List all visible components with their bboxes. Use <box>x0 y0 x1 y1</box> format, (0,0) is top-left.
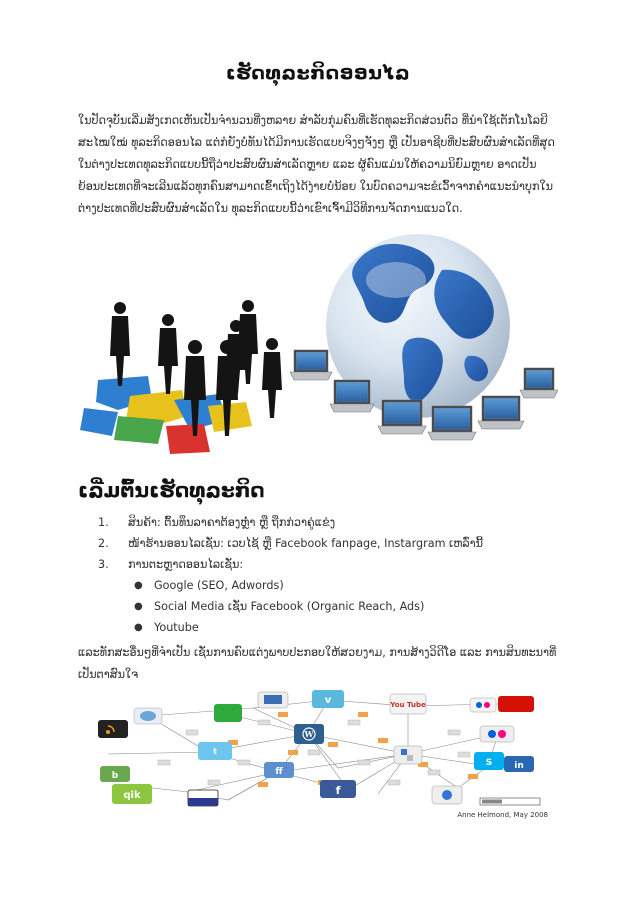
vimeo-node <box>312 690 344 708</box>
digg-icon <box>480 726 514 742</box>
chat-icon <box>214 704 242 722</box>
closing-paragraph: ແລະທັກສະອື່ນໆທີ່ຈຳເປັນ ເຊັ່ນການຄົບແຕ່ງພາບປະກອບໃຫ້ສວຍງາມ, ການສ້າງວິດີໂອ ແລະ ການສິນທະນາທີ່ເປັນຕາສົນໃຈ <box>78 646 557 681</box>
svg-text:S: S <box>485 758 493 768</box>
page-title: ເຮັດທຸລະກິດອອນໄລ <box>225 62 411 84</box>
qik-label: qik <box>123 790 141 801</box>
sublist-text: Google (SEO, Adwords) <box>154 579 284 592</box>
qik-node <box>112 784 152 804</box>
credit-badge <box>457 798 548 819</box>
friendfeed-node <box>264 762 294 778</box>
svg-text:ff: ff <box>275 767 283 777</box>
credit-text: Anne Helmond, May 2008 <box>457 811 548 819</box>
youtube-node <box>389 694 426 714</box>
list-number: 3. <box>98 558 109 571</box>
business-globe-illustration <box>78 230 558 468</box>
twitter-icon <box>198 742 232 760</box>
social-network-diagram <box>78 690 548 820</box>
facebook-icon <box>320 780 356 798</box>
list-text: ການຕະຫຼາດອອນໄລເຊັ່ນ: <box>128 558 244 571</box>
network-links <box>108 700 498 800</box>
sublist-text: Social Media ເຊັ່ນ Facebook (Organic Reach, Ads) <box>154 600 425 613</box>
skype-node <box>474 752 504 770</box>
list-text: ໜ້າຮ້ານອອນໄລເຊັ່ນ: ເວບໄຊ້ ຫຼື Facebook fanpage, Instargram ເຫລົ່ານີ້ <box>128 537 484 550</box>
delicious-icon <box>394 746 422 764</box>
sublist-item <box>78 596 558 617</box>
lastfm-node <box>498 696 534 712</box>
list-text: ສິນຄ້າ: ຕົ້ນທຶນລາຄາຕ້ອງຫຼ່ຳ ຫຼື ຖືກກ່ວາຄູ່ແຂ່ງ <box>128 516 336 529</box>
blog-node <box>258 692 288 708</box>
linkedin-label: in <box>514 761 524 771</box>
cloud-icon <box>134 708 162 724</box>
svg-text:b: b <box>111 771 119 781</box>
brightkite-node <box>100 766 130 782</box>
svg-text:W: W <box>304 729 314 739</box>
list-item <box>78 512 558 533</box>
sublist-item <box>78 617 558 638</box>
svg-text:t: t <box>213 747 217 756</box>
list-item <box>78 533 558 554</box>
bullet-icon: ● <box>134 580 143 591</box>
intro-paragraph: ໃນປັດຈຸບັນເລີ່ມສັງເກດເຫັນເປັນຈຳນວນທີ່ງຫລາຍ ສຳລັບກຸ່ມຄົນທີ່ເຮັດທຸລະກິດສ່ວນຕົວ ທີ່ນຳໃຊ້ເຕັກໂນໂລຍີສະໄໝໃໝ່ ທຸລະກິດອອນໄລ ແຕ່ກໍຍັງບໍ່ທັນໄດ້ມີການເຮັດແບບຈິງໆຈັງໆ ຫຼື ເປັນອາຊີບທີ່ປະສົບຜົນສຳເລັດທີ່ສຸດ ໃນຕ່າງປະເທດທຸລະກິດແບບນີ້ຖືວ່າປະສົບຜົນສຳເລັດຫຼາຍ ແລະ ຜູ້ຄົນແມ່ນໃຫ້ຄວາມນິຍົມຫຼາຍ ອາດເປັນຍ້ອນປະເທດທີ່ຈະເລີນແລ້ວທຸກຄົນສາມາດເຂົ້າເຖິງໄດ້ງ່າຍບໍ່ນ້ອຍ ໃນບົດຄວາມຈະຂໍເວົ້າຈາກຄຳແນະນຳບຸກໃນຕ່າງປະເທດທີ່ປະສົບຜົນສຳເລັດໃນ ທຸລະກິດແບບນີ້ວ່າເຂົາເຈົ້າມີວິທີການຈັດການແນວໃດ. <box>78 114 555 215</box>
list-item <box>78 554 558 575</box>
section-heading: ເລີ່ມຕົ້ນເຮັດທຸລະກິດ <box>78 478 265 502</box>
rss-icon <box>98 720 128 738</box>
sublist-text: Youtube <box>154 621 199 634</box>
list-number: 2. <box>98 537 109 550</box>
plurk-node <box>432 786 462 804</box>
network-nodes <box>98 690 534 806</box>
facebook-label: f <box>335 784 341 797</box>
numbered-list <box>78 512 558 638</box>
dopplr-node <box>188 790 218 806</box>
youtube-label: You Tube <box>390 701 426 709</box>
vimeo-label: v <box>324 695 332 706</box>
wordpress-icon <box>294 724 324 744</box>
bullet-icon: ● <box>134 601 143 612</box>
bullet-icon: ● <box>134 622 143 633</box>
linkedin-node <box>504 756 534 772</box>
flickr-node <box>470 698 496 712</box>
sublist-item <box>78 575 558 596</box>
list-number: 1. <box>98 516 109 529</box>
